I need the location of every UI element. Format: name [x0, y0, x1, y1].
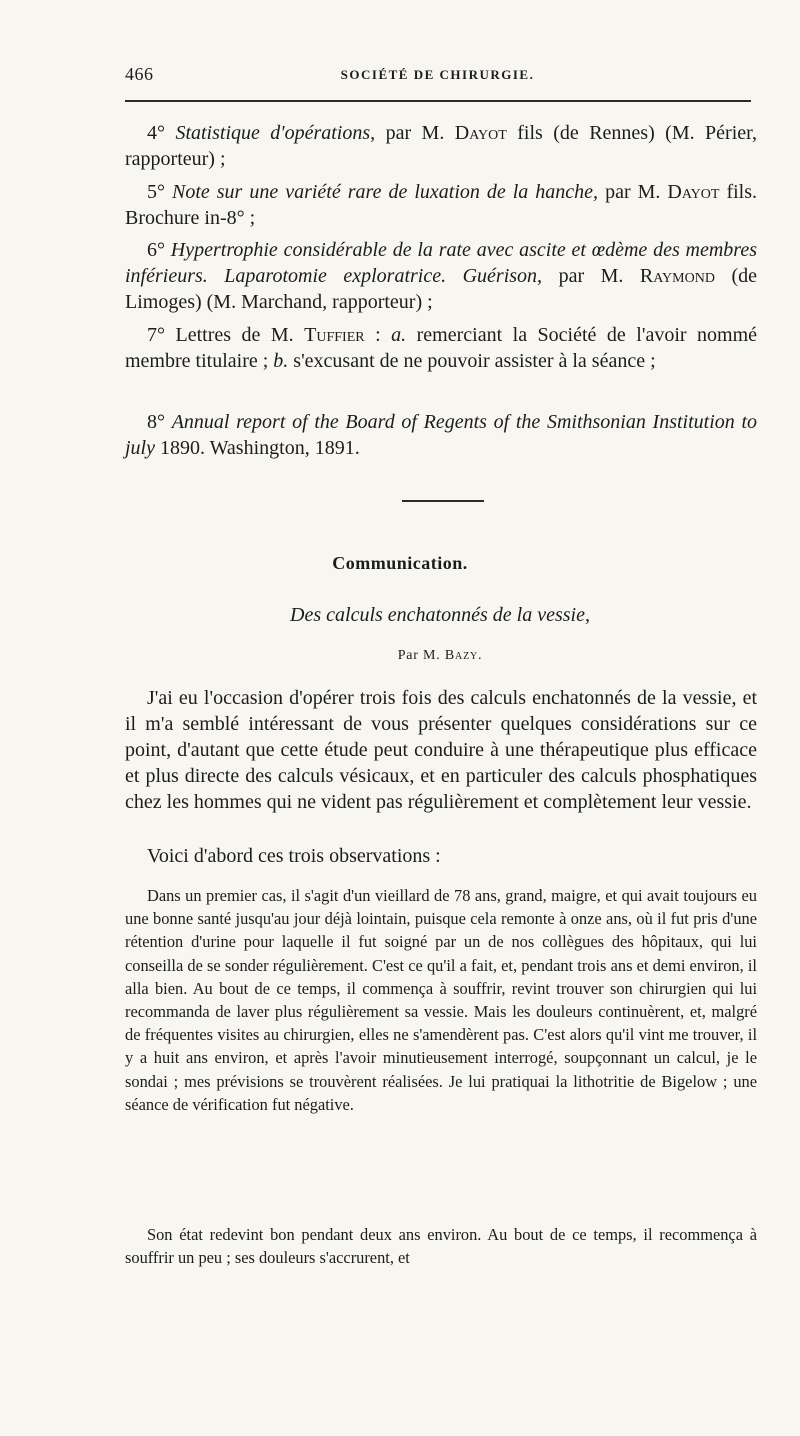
item-text: par M.	[542, 265, 640, 287]
author-name: Bazy.	[444, 648, 483, 663]
item-text: par M.	[375, 122, 455, 144]
observation-paragraph	[125, 1223, 757, 1269]
item-text: 1890. Washington, 1891.	[155, 437, 360, 459]
page-number: 466	[125, 64, 154, 84]
item-text: fils. Brochure in-8° ;	[125, 181, 757, 229]
item-number: 6°	[147, 239, 165, 261]
paragraph-text: Voici d'abord ces trois observations :	[147, 845, 441, 867]
item-text: (de Limoges) (M. Marchand, rapporteur) ;	[125, 265, 757, 313]
item-title: Annual report of the Board of Regents of the Smithsonian Institution to july	[125, 411, 757, 459]
item-text: s'excusant de ne pouvoir assister à la séance ;	[288, 350, 656, 372]
observation-paragraph	[125, 884, 757, 1116]
item-title: Note sur une variété rare de luxation de la hanche,	[172, 181, 599, 203]
article-title: Des calculs enchatonnés de la vessie,	[290, 604, 590, 626]
item-text: :	[364, 324, 392, 346]
body-paragraph	[125, 685, 757, 815]
author-prefix: Par M.	[397, 648, 445, 663]
paragraph-text: Son état redevint bon pendant deux ans environ. Au bout de ce temps, il recommença à souffrir un peu ; ses douleurs s'accrurent, et	[125, 1225, 757, 1268]
item-author: Dayot	[454, 122, 507, 144]
item-letter: b.	[273, 350, 289, 372]
list-item-8	[125, 409, 757, 461]
paragraph-text: Dans un premier cas, il s'agit d'un vieillard de 78 ans, grand, maigre, et qui avait toujours eu une bonne santé jusqu'au jour déjà lointain, puisque cela remonte à onze ans, où il fut pris d'une rétention d'urine pour laquelle il fut soigné par un de nos collègues des hôpitaux, qui lui conseilla de se sonder régulièrement. C'est ce qu'il a fait, et, pendant trois ans et demi environ, il alla bien. Au bout de ce temps, il commença à souffrir, revint trouver son chirurgien qui lui recommanda de laver plus régulièrement sa vessie. Mais les douleurs continuèrent, et, malgré de fréquentes visites au chirurgien, elles ne s'amendèrent pas. C'est alors qu'il vint me trouver, il y a huit ans environ, et après l'avoir minutieusement interrogé, soupçonnant un calcul, je le sondai ; mes prévisions se trouvèrent réalisées. Je lui pratiquai la lithotritie de Bigelow ; une séance de vérification fut négative.	[125, 886, 757, 1114]
paragraph-text: J'ai eu l'occasion d'opérer trois fois des calculs enchatonnés de la vessie, et il m'a semblé intéressant de vous présenter quelques considérations sur ce point, d'autant que cette étude peut conduire à une thérapeutique plus efficace et plus directe des calculs vésicaux, et en particuler des calculs phosphatiques chez les hommes qui ne vident pas régulièrement et complètement leur vessie.	[125, 687, 757, 813]
item-author: Tuffier	[304, 324, 365, 346]
section-divider	[402, 500, 484, 502]
item-letter: a.	[391, 324, 407, 346]
list-item-7	[125, 322, 757, 374]
item-number: 8°	[147, 411, 165, 433]
item-author: Dayot	[667, 181, 720, 203]
list-item-5	[125, 179, 757, 231]
item-author: Raymond	[639, 265, 715, 287]
section-title: Communication.	[332, 553, 468, 573]
item-title: Hypertrophie considérable de la rate avec ascite et œdème des membres inférieurs. Laparotomie exploratrice. Guérison,	[125, 239, 758, 287]
item-number: 7°	[147, 324, 165, 346]
item-text: fils (de Rennes) (M. Périer, rapporteur) ;	[125, 122, 758, 170]
item-number: 4°	[147, 122, 165, 144]
page-header	[125, 64, 750, 86]
article-author	[0, 648, 800, 664]
header-rule	[125, 100, 751, 102]
item-text: remerciant la Société de l'avoir nommé membre titulaire ;	[125, 324, 758, 372]
running-title: SOCIÉTÉ DE CHIRURGIE.	[340, 67, 535, 82]
item-text: par M.	[598, 181, 668, 203]
item-number: 5°	[147, 181, 165, 203]
item-text: Lettres de M.	[165, 324, 305, 346]
item-title: Statistique d'opérations,	[175, 122, 376, 144]
body-paragraph	[125, 843, 757, 869]
list-item-4	[125, 120, 757, 172]
list-item-6	[125, 237, 757, 315]
